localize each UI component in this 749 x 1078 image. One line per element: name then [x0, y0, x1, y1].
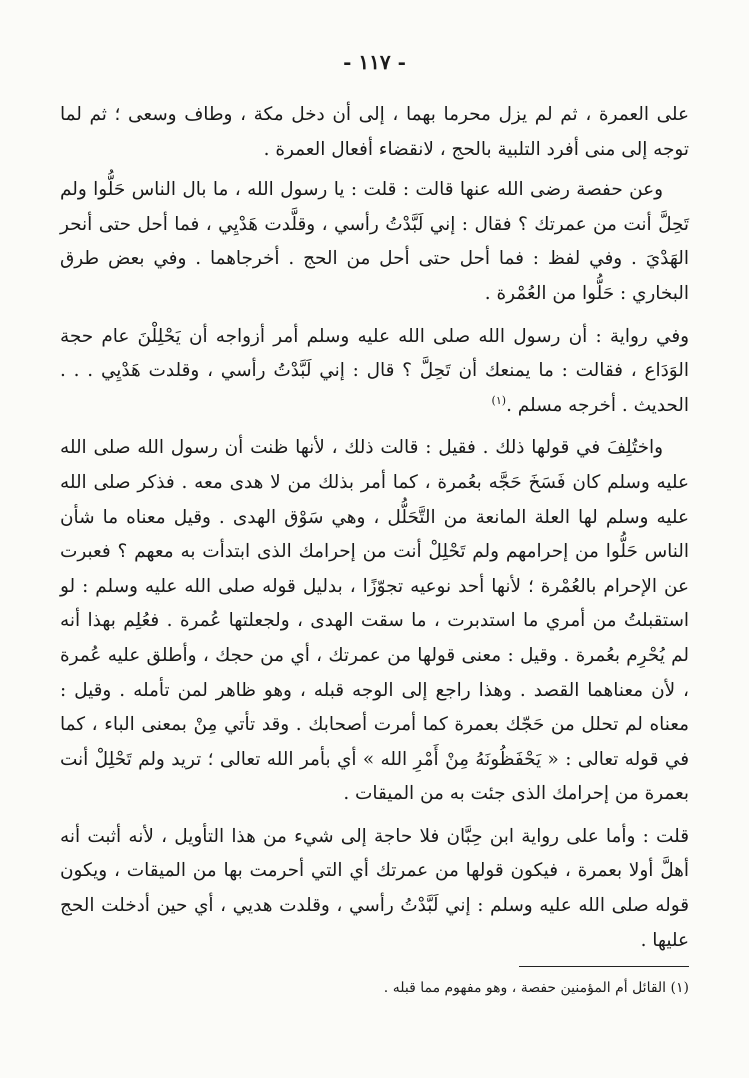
paragraph-3: وفي رواية : أن رسول الله صلى الله عليه وسلم أمر أزواجه أن يَحْلِلْنَ عام حجة الوَدَاع ، فقالت : ما يمنعك أن تَحِلَّ ؟ قال : إني لَبَّدْتُ رأسي ، وقلدت هَدْيِي . . . الحديث . أخرجه مسلم .$^{(١)}$ — [60, 325, 689, 416]
footnote-marker: (١) — [491, 393, 507, 407]
paragraph-4: واختُلِفَ في قولها ذلك . فقيل : قالت ذلك ، لأنها ظنت أن رسول الله صلى الله عليه وسلم كان فَسَخَ حَجَّه بعُمرة ، كما أمر بذلك من لا هدى معه . فذكر صلى الله عليه وسلم لها العلة المانعة من التَّحَلُّل ، وهي سَوْق الهدى . وقيل معناه ما شأن الناس حَلُّوا من إحرامهم ولم تَحْلِلْ أنت من إحرامك الذى ابتدأت به معهم ؟ فعبرت عن الإحرام بالعُمْرة ؛ لأنها أحد نوعيه تجوّزًا ، بدليل قوله صلى الله عليه وسلم : لو استقبلتُ من أمري ما استدبرت ، ما سقت الهدى ، ولجعلتها عُمرة . فعُلِم بهذا أنه لم يُحْرِم بعُمرة . وقيل : معنى قولها من عمرتك ، أي من حجك ، وأطلق عليه عُمرة ، لأن معناهما القصد . وهذا راجع إلى الوجه قبله ، وهو ظاهر لمن تأمله . وقيل : معناه لم تحلل من حَجّك بعمرة كما أمرت أصحابك . وقد تأتي مِنْ بمعنى الباء ، كما في قوله تعالى : « يَحْفَظُونَهُ مِنْ أَمْرِ الله » أي بأمر الله تعالى ؛ تريد ولم تَحْلِلْ أنت بعمرة من إحرامك الذى جئت به من الميقات . — [60, 437, 689, 805]
paragraph-2: وعن حفصة رضى الله عنها قالت : قلت : يا رسول الله ، ما بال الناس حَلُّوا ولم تَحِلَّ أنت من عمرتك ؟ فقال : إني لَبَّدْتُ رأسي ، وقلَّدت هَدْيِي ، فما أحل حتى أنحر الهَدْيَ . وفي لفظ : فما أحل حتى أحل من الحج . أخرجاهما . وفي بعض طرق البخاري : حَلُّوا من العُمْرة . — [60, 179, 689, 304]
paragraph-1: على العمرة ، ثم لم يزل محرما بهما ، إلى أن دخل مكة ، وطاف وسعى ؛ ثم لما توجه إلى منى أفرد التلبية بالحج ، لانقضاء أفعال العمرة . — [60, 104, 689, 160]
page-number: - ١١٧ - — [343, 50, 406, 74]
footnote: (١) القائل أم المؤمنين حفصة ، وهو مفهوم مما قبله . — [383, 980, 689, 997]
paragraph-5: قلت : وأما على رواية ابن حِبَّان فلا حاجة إلى شيء من هذا التأويل ، لأنه أثبت أنه أهلَّ أولا بعمرة ، فيكون قولها من عمرتك أي التي أحرمت بها من الميقات ، ويكون قوله صلى الله عليه وسلم : إني لَبَّدْتُ رأسي ، وقلدت هديي ، أي حين أدخلت الحج عليها . — [60, 825, 689, 951]
footnote-divider — [519, 966, 689, 967]
